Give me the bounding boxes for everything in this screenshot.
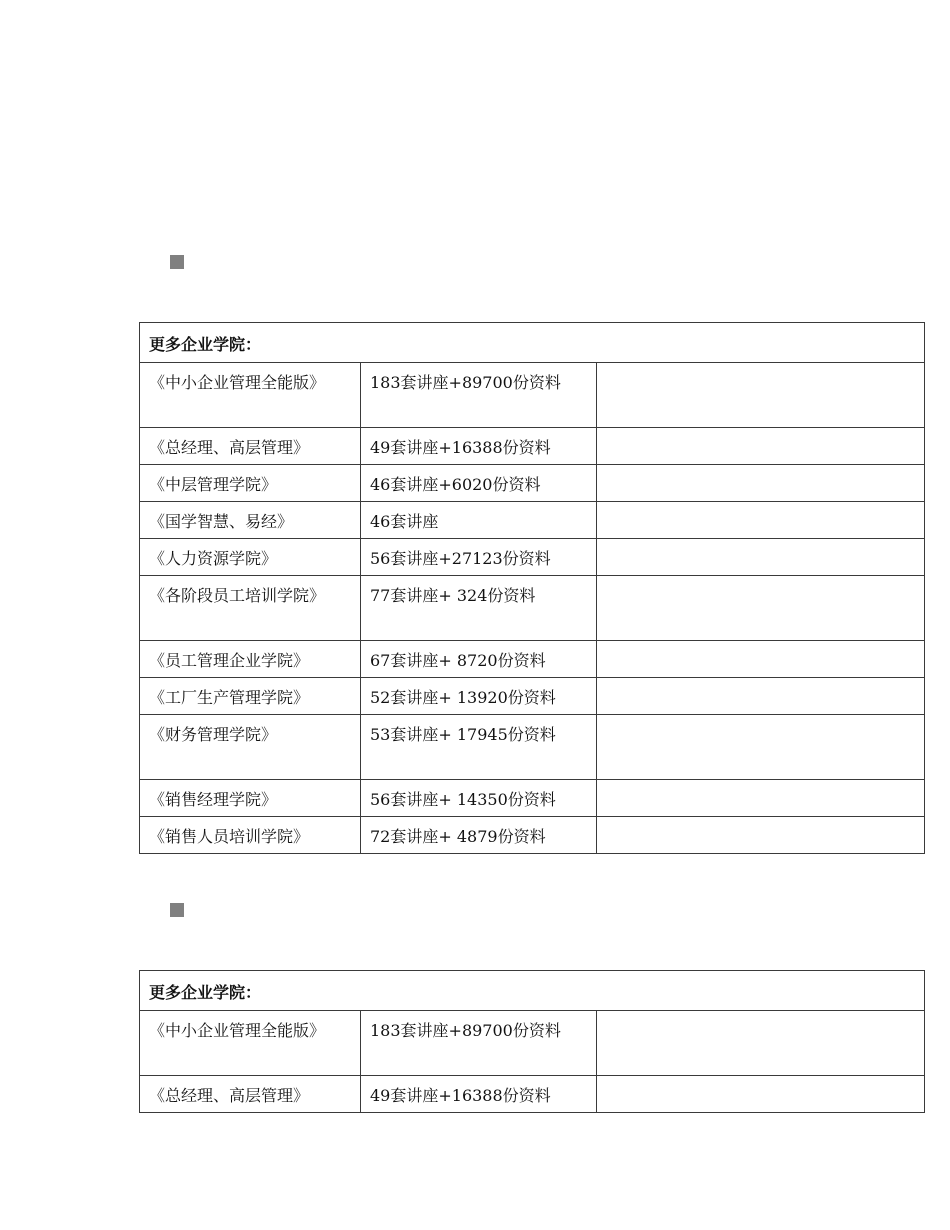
academy-name-cell: 《中层管理学院》 [140, 465, 361, 502]
academy-content-cell: 49套讲座+16388份资料 [361, 428, 597, 465]
academy-content-cell: 77套讲座+ 324份资料 [361, 576, 597, 641]
academy-extra-cell [597, 715, 925, 780]
academy-extra-cell [597, 817, 925, 854]
academy-name-cell: 《中小企业管理全能版》 [140, 1011, 361, 1076]
table-row [140, 678, 925, 715]
academy-name-cell: 《销售经理学院》 [140, 780, 361, 817]
table-row [140, 465, 925, 502]
table-row [140, 1076, 925, 1113]
academy-extra-cell [597, 1076, 925, 1113]
table-header: 更多企业学院： [140, 971, 925, 1011]
academy-table [139, 970, 925, 1113]
table-row [140, 715, 925, 780]
table-row [140, 502, 925, 539]
academy-extra-cell [597, 502, 925, 539]
academy-content-cell: 46套讲座+6020份资料 [361, 465, 597, 502]
academy-content-cell: 46套讲座 [361, 502, 597, 539]
academy-extra-cell [597, 1011, 925, 1076]
academy-extra-cell [597, 641, 925, 678]
academy-name-cell: 《人力资源学院》 [140, 539, 361, 576]
academy-table [139, 322, 925, 854]
academy-content-cell: 49套讲座+16388份资料 [361, 1076, 597, 1113]
academy-content-cell: 183套讲座+89700份资料 [361, 1011, 597, 1076]
square-bullet-icon [170, 255, 184, 269]
table-row [140, 641, 925, 678]
academy-name-cell: 《各阶段员工培训学院》 [140, 576, 361, 641]
academy-name-cell: 《员工管理企业学院》 [140, 641, 361, 678]
academy-extra-cell [597, 576, 925, 641]
academy-name-cell: 《国学智慧、易经》 [140, 502, 361, 539]
academy-content-cell: 56套讲座+ 14350份资料 [361, 780, 597, 817]
academy-content-cell: 53套讲座+ 17945份资料 [361, 715, 597, 780]
table-row [140, 1011, 925, 1076]
table-row [140, 363, 925, 428]
academy-name-cell: 《中小企业管理全能版》 [140, 363, 361, 428]
academy-content-cell: 52套讲座+ 13920份资料 [361, 678, 597, 715]
table-row [140, 576, 925, 641]
table-row [140, 817, 925, 854]
academy-content-cell: 67套讲座+ 8720份资料 [361, 641, 597, 678]
table-row [140, 539, 925, 576]
square-bullet-icon [170, 903, 184, 917]
academy-extra-cell [597, 363, 925, 428]
academy-extra-cell [597, 678, 925, 715]
table-header-row [140, 323, 925, 363]
table-header-row [140, 971, 925, 1011]
academy-name-cell: 《总经理、高层管理》 [140, 1076, 361, 1113]
academy-name-cell: 《财务管理学院》 [140, 715, 361, 780]
academy-extra-cell [597, 780, 925, 817]
academy-content-cell: 183套讲座+89700份资料 [361, 363, 597, 428]
table-header: 更多企业学院： [140, 323, 925, 363]
academy-content-cell: 72套讲座+ 4879份资料 [361, 817, 597, 854]
table-row [140, 428, 925, 465]
academy-name-cell: 《销售人员培训学院》 [140, 817, 361, 854]
academy-name-cell: 《工厂生产管理学院》 [140, 678, 361, 715]
academy-content-cell: 56套讲座+27123份资料 [361, 539, 597, 576]
academy-extra-cell [597, 539, 925, 576]
table-row [140, 780, 925, 817]
academy-extra-cell [597, 465, 925, 502]
academy-name-cell: 《总经理、高层管理》 [140, 428, 361, 465]
academy-extra-cell [597, 428, 925, 465]
